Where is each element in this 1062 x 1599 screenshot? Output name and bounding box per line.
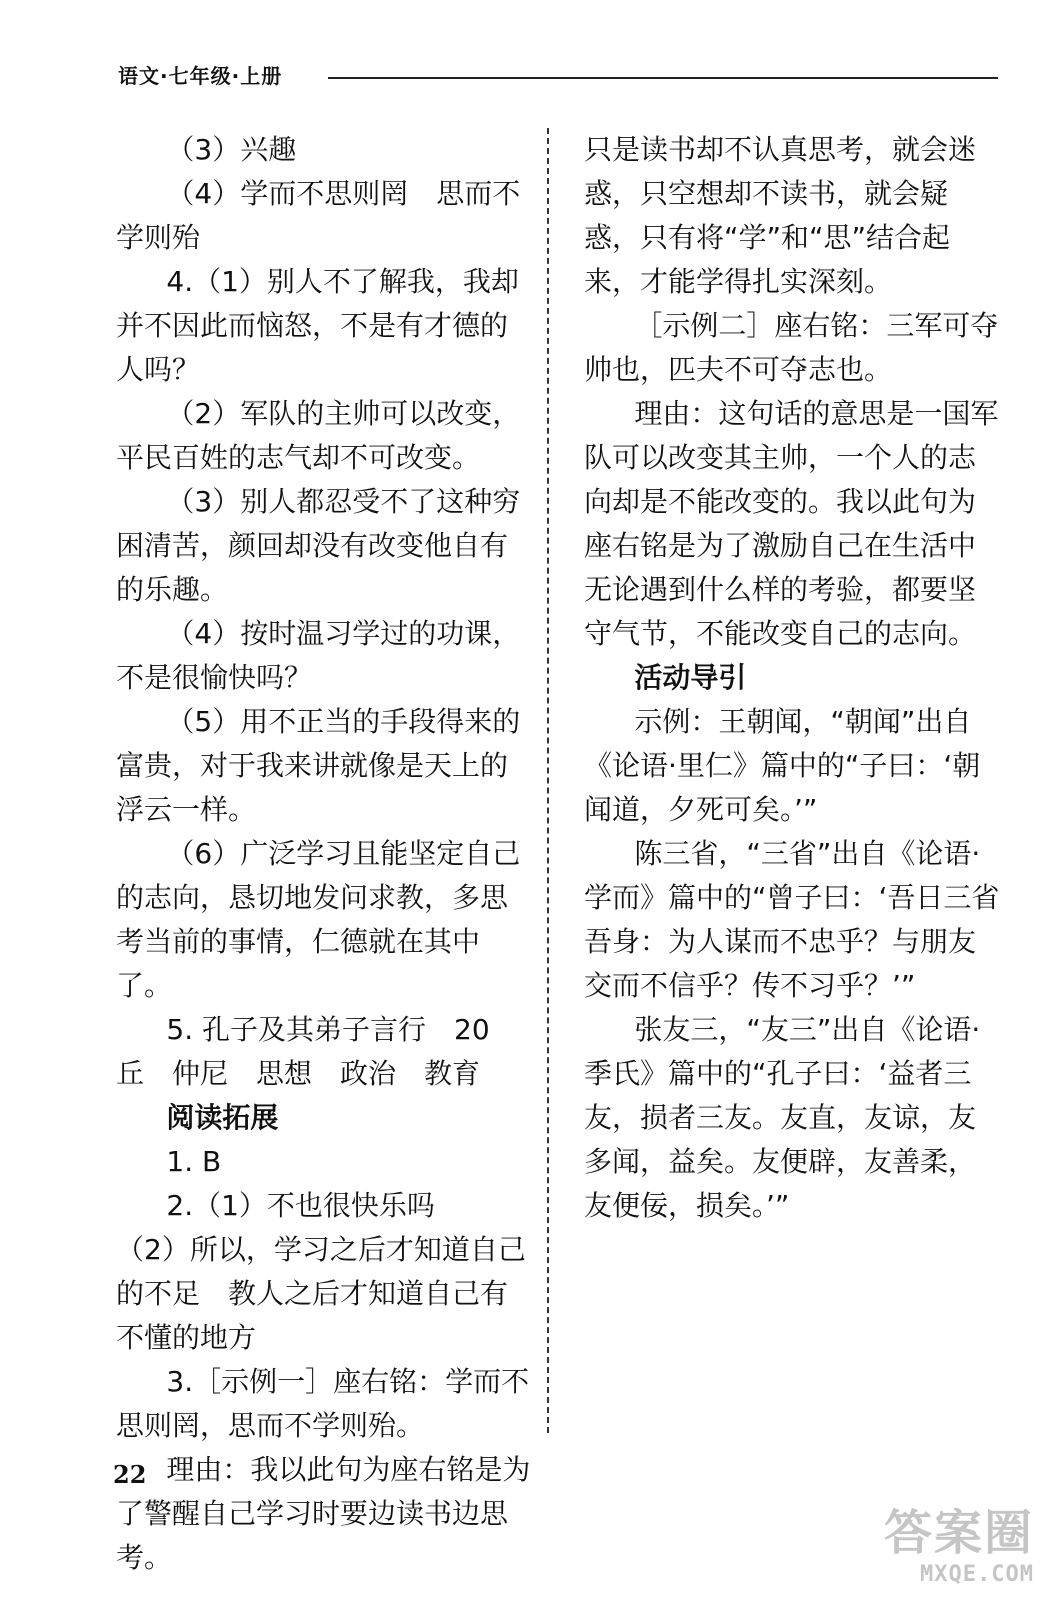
paragraph: （4）学而不思则罔 思而不学则殆 bbox=[116, 177, 521, 254]
paragraph: 示例：王朝闻，“朝闻”出自《论语·里仁》篇中的“子曰：‘朝闻道，夕死可矣。’” bbox=[584, 705, 981, 826]
paragraph: 5. 孔子及其弟子言行 20 丘 仲尼 思想 政治 教育 bbox=[116, 1013, 518, 1090]
paragraph: （5）用不正当的手段得来的富贵，对于我来讲就像是天上的浮云一样。 bbox=[116, 705, 521, 826]
paragraph: ［示例二］座右铭：三军可夺帅也，匹夫不可夺志也。 bbox=[584, 309, 999, 386]
paragraph: （3）兴趣 bbox=[166, 133, 297, 166]
section-heading: 活动导引 bbox=[634, 661, 747, 694]
paragraph: 只是读书却不认真思考，就会迷惑，只空想却不读书，就会疑惑，只有将“学”和“思”结合起来，才能学得扎实深刻。 bbox=[584, 133, 977, 298]
paragraph: 3.［示例一］座右铭：学而不思则罔，思而不学则殆。 bbox=[116, 1365, 530, 1442]
paragraph: 1. B bbox=[166, 1145, 222, 1178]
left-column bbox=[116, 128, 534, 1580]
header-rule bbox=[328, 77, 998, 79]
paragraph: （2）所以，学习之后才知道自己的不足 教人之后才知道自己有不懂的地方 bbox=[116, 1233, 526, 1354]
page-number: 22 bbox=[113, 1460, 147, 1489]
paragraph: （4）按时温习学过的功课，不是很愉快吗？ bbox=[116, 617, 521, 694]
paragraph: （2）军队的主帅可以改变，平民百姓的志气却不可改变。 bbox=[116, 397, 521, 474]
running-header bbox=[118, 60, 998, 100]
paragraph: （3）别人都忍受不了这种穷困清苦，颜回却没有改变他自有的乐趣。 bbox=[116, 485, 521, 606]
column-divider bbox=[547, 128, 549, 1433]
paragraph: （6）广泛学习且能坚定自己的志向，恳切地发问求教，多思考当前的事情，仁德就在其中了。 bbox=[116, 837, 521, 1002]
paragraph: 理由：这句话的意思是一国军队可以改变其主帅，一个人的志向却是不能改变的。我以此句为座右铭是为了激励自己在生活中无论遇到什么样的考验，都要坚守气节，不能改变自己的志向。 bbox=[584, 397, 999, 650]
paragraph: 陈三省，“三省”出自《论语·学而》篇中的“曾子曰：‘吾日三省吾身：为人谋而不忠乎？与朋友交而不信乎？传不习乎？’” bbox=[584, 837, 1000, 1002]
watermark-logo: 答案圈 bbox=[883, 1505, 1034, 1561]
header-title: 语文·七年级·上册 bbox=[118, 64, 283, 88]
watermark bbox=[854, 1503, 1034, 1593]
watermark-url: MXQE.COM bbox=[920, 1562, 1034, 1587]
section-heading: 阅读拓展 bbox=[166, 1101, 279, 1134]
right-column bbox=[584, 128, 1002, 1228]
paragraph: 4.（1）别人不了解我，我却并不因此而恼怒，不是有才德的人吗？ bbox=[116, 265, 519, 386]
paragraph: 张友三，“友三”出自《论语·季氏》篇中的“孔子曰：‘益者三友，损者三友。友直，友谅，友多闻，益矣。友便辟，友善柔，友便佞，损矣。’” bbox=[584, 1013, 981, 1222]
paragraph: 理由：我以此句为座右铭是为了警醒自己学习时要边读书边思考。 bbox=[116, 1453, 531, 1574]
paragraph: 2.（1）不也很快乐吗 bbox=[166, 1189, 435, 1222]
